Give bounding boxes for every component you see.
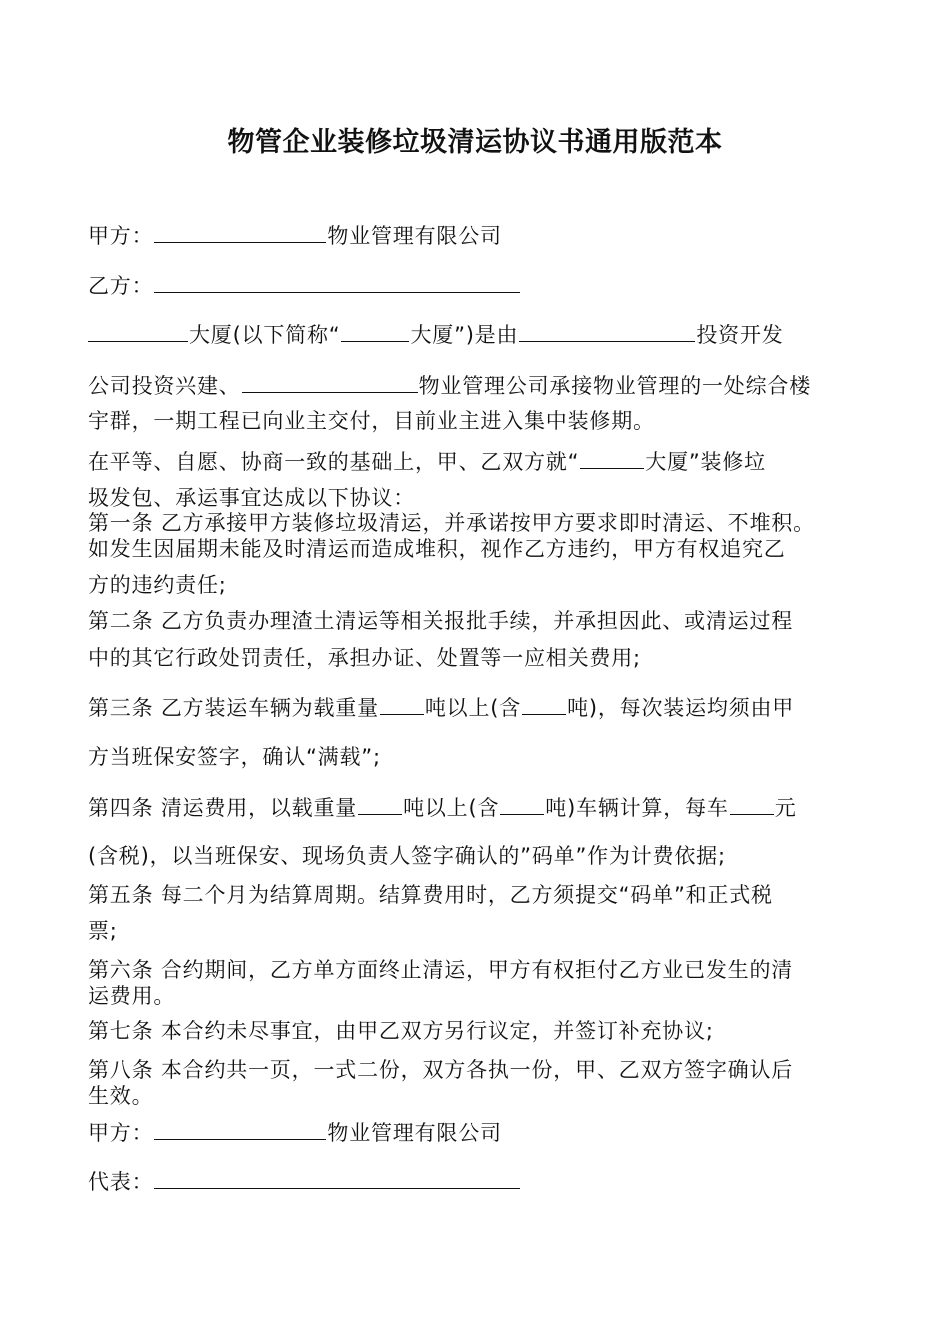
clause-text: 第三条 乙方装运车辆为载重量 (88, 696, 379, 720)
document-title: 物管企业装修垃圾清运协议书通用版范本 (227, 127, 723, 158)
sign-party-a-suffix: 物业管理有限公司 (327, 1121, 502, 1145)
building-blank (580, 448, 644, 469)
basis-line-2: 圾发包、承运事宜达成以下协议： (88, 486, 415, 510)
clause-5-line-1: 第五条 每二个月为结算周期。结算费用时，乙方须提交“码单”和正式税 (88, 883, 773, 907)
sign-party-a-label: 甲方： (88, 1121, 154, 1145)
basis-text: 在平等、自愿、协商一致的基础上，甲、乙双方就“ (88, 450, 580, 474)
clause-4-line-1 (88, 794, 878, 822)
party-a-suffix: 物业管理有限公司 (327, 224, 502, 248)
intro-line-2 (88, 372, 878, 400)
clause-6-line-2: 运费用。 (88, 984, 176, 1008)
party-a-blank (154, 222, 326, 243)
clause-1-line-1: 第一条 乙方承接甲方装修垃圾清运，并承诺按甲方要求即时清运、不堆积。 (88, 511, 815, 535)
clause-text: 吨)车辆计算，每车 (545, 796, 729, 820)
clause-1-line-3: 方的违约责任; (88, 573, 227, 597)
clause-2-line-1: 第二条 乙方负责办理渣土清运等相关报批手续，并承担因此、或清运过程 (88, 609, 794, 633)
sign-rep-line (88, 1168, 878, 1196)
party-a-label: 甲方： (88, 224, 154, 248)
sign-rep-blank (154, 1168, 520, 1189)
intro-text: 大厦(以下简称“ (189, 323, 341, 347)
building-name-blank (88, 321, 188, 342)
clause-5-line-2: 票; (88, 919, 118, 943)
intro-text: 物业管理公司承接物业管理的一处综合楼 (418, 374, 812, 398)
intro-text: 公司投资兴建、 (88, 374, 241, 398)
tonnage-blank (522, 694, 566, 715)
clause-3-line-1 (88, 694, 878, 722)
tonnage-blank (380, 694, 424, 715)
sign-party-a-blank (154, 1119, 326, 1140)
party-b-label: 乙方： (88, 274, 154, 298)
developer-blank (519, 321, 695, 342)
clause-8-line-2: 生效。 (88, 1084, 154, 1108)
price-blank (730, 794, 774, 815)
building-short-blank (341, 321, 409, 342)
clause-6-line-1: 第六条 合约期间，乙方单方面终止清运，甲方有权拒付乙方业已发生的清 (88, 958, 794, 982)
tonnage-blank (358, 794, 402, 815)
clause-4-line-2: (含税)，以当班保安、现场负责人签字确认的”码单”作为计费依据; (88, 844, 726, 868)
clause-7-line-1: 第七条 本合约未尽事宜，由甲乙双方另行议定，并签订补充协议; (88, 1019, 714, 1043)
clause-text: 吨)，每次装运均须由甲 (567, 696, 795, 720)
clause-text: 吨以上(含 (403, 796, 500, 820)
party-b-line (88, 272, 878, 300)
intro-text: 大厦”)是由 (410, 323, 519, 347)
clause-text: 吨以上(含 (424, 696, 522, 720)
basis-text: 大厦”装修垃 (645, 450, 766, 474)
intro-text: 投资开发 (696, 323, 784, 347)
clause-text: 第四条 清运费用，以载重量 (88, 796, 358, 820)
clause-text: 元 (774, 796, 797, 820)
basis-line-1 (88, 448, 878, 476)
intro-line-1 (88, 321, 878, 349)
clause-1-line-2: 如发生因届期未能及时清运而造成堆积，视作乙方违约，甲方有权追究乙 (88, 537, 786, 561)
party-a-line (88, 222, 878, 250)
clause-8-line-1: 第八条 本合约共一页，一式二份，双方各执一份，甲、乙双方签字确认后 (88, 1058, 794, 1082)
property-company-blank (242, 372, 418, 393)
clause-2-line-2: 中的其它行政处罚责任，承担办证、处置等一应相关费用; (88, 646, 641, 670)
intro-line-3: 宇群，一期工程已向业主交付，目前业主进入集中装修期。 (88, 409, 655, 433)
party-b-blank (154, 272, 520, 293)
clause-3-line-2: 方当班保安签字，确认“满载”; (88, 745, 381, 769)
tonnage-blank (500, 794, 544, 815)
sign-rep-label: 代表： (88, 1170, 154, 1194)
sign-party-a-line (88, 1119, 878, 1147)
